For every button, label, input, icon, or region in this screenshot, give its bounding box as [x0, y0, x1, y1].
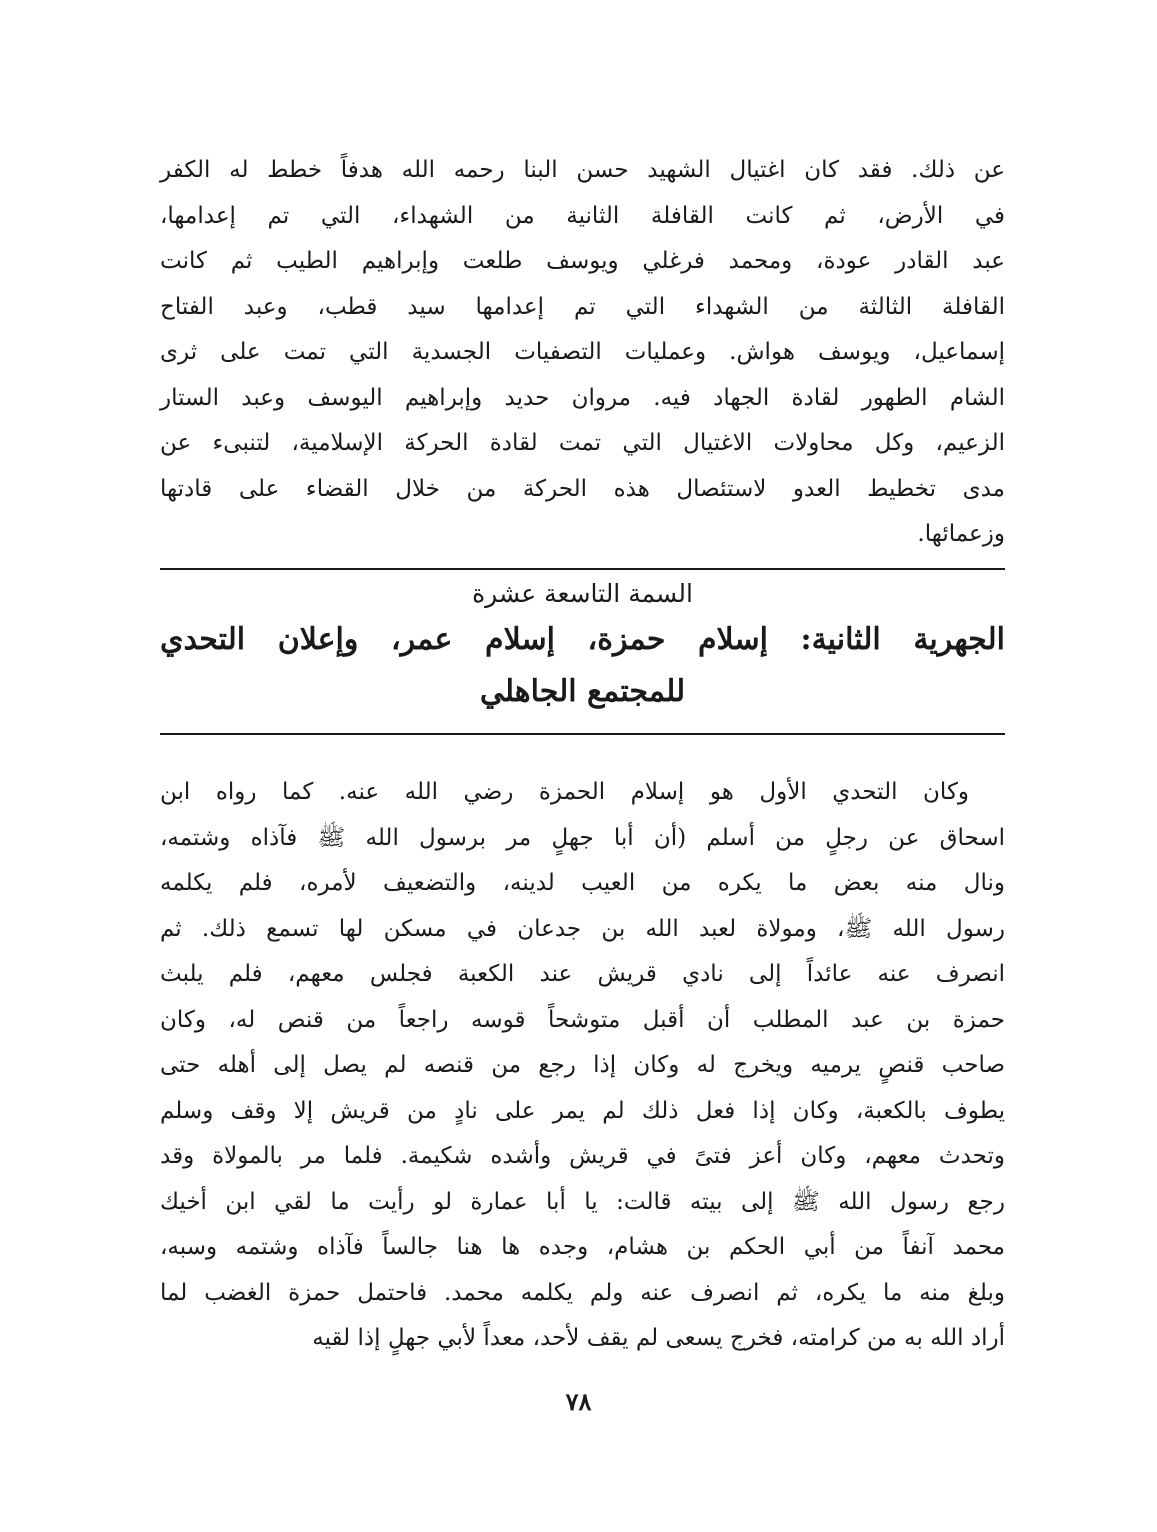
section-title [160, 614, 1005, 718]
text-line: رجع رسول الله ﷺ إلى بيته قالت: يا أبا عمارة لو رأيت ما لقي ابن أخيك [160, 1188, 1005, 1215]
body-paragraph [160, 770, 1005, 1362]
body-paragraph-text [160, 770, 1005, 1362]
text-line: الزعيم، وكل محاولات الاغتيال التي تمت لقادة الحركة الإسلامية، لتنبىء عن [160, 430, 1005, 456]
text-line: يطوف بالكعبة، وكان إذا فعل ذلك لم يمر على نادٍ من قريش إلا وقف وسلم [160, 1097, 1005, 1124]
text-line: مدى تخطيط العدو لاستئصال هذه الحركة من خلال القضاء على قادتها [160, 475, 1005, 502]
section-subtitle: السمة التاسعة عشرة [472, 579, 693, 608]
text-line: أراد الله به من كرامته، فخرج يسعى لم يقف لأحد، معداً لأبي جهلٍ إذا لقيه [312, 1325, 1005, 1351]
text-line: صاحب قنصٍ يرميه ويخرج له وكان إذا رجع من قنصه لم يصل إلى أهله حتى [160, 1052, 1005, 1078]
text-line: رسول الله ﷺ، ومولاة لعبد الله بن جدعان في مسكن لها تسمع ذلك. ثم [160, 915, 1005, 942]
text-line: وكان التحدي الأول هو إسلام الحمزة رضي الله عنه. كما رواه ابن [160, 779, 969, 805]
top-paragraph-text [160, 148, 1005, 558]
section-heading [160, 574, 1005, 718]
text-line: وزعمائها. [917, 521, 1005, 547]
text-line: اسحاق عن رجلٍ من أسلم (أن أبا جهلٍ مر برسول الله ﷺ فآذاه وشتمه، [160, 824, 1005, 851]
top-paragraph [160, 148, 1005, 558]
section-title-line-2: للمجتمع الجاهلي [479, 674, 686, 709]
text-line: وتحدث معهم، وكان أعز فتىً في قريش وأشده شكيمة. فلما مر بالمولاة وقد [160, 1143, 1005, 1169]
section-divider-bottom [160, 733, 1005, 735]
text-line: انصرف عنه عائداً إلى نادي قريش عند الكعبة فجلس معهم، فلم يلبث [160, 961, 1005, 987]
page-number: ٧٨ [565, 1387, 592, 1416]
text-line: محمد آنفاً من أبي الحكم بن هشام، وجده ها هنا جالساً فآذاه وشتمه وسبه، [160, 1234, 1005, 1260]
text-line: الشام الطهور لقادة الجهاد فيه. مروان حديد وإبراهيم اليوسف وعبد الستار [160, 384, 1005, 411]
text-line: في الأرض، ثم كانت القافلة الثانية من الشهداء، التي تم إعدامها، [160, 202, 1005, 229]
section-divider-top [160, 568, 1005, 570]
text-line: عبد القادر عودة، ومحمد فرغلي ويوسف طلعت وإبراهيم الطيب ثم كانت [160, 248, 1005, 274]
text-line: حمزة بن عبد المطلب أن أقبل متوشحاً قوسه راجعاً من قنص له، وكان [160, 1006, 1005, 1033]
text-line: عن ذلك. فقد كان اغتيال الشهيد حسن البنا رحمه الله هدفاً خطط له الكفر [160, 157, 1005, 183]
text-line: وبلغ منه ما يكره، ثم انصرف عنه ولم يكلمه محمد. فاحتمل حمزة الغضب لما [160, 1279, 1005, 1306]
text-line: القافلة الثالثة من الشهداء التي تم إعدامها سيد قطب، وعبد الفتاح [160, 293, 1005, 320]
section-title-line-1: الجهرية الثانية: إسلام حمزة، إسلام عمر، وإعلان التحدي [160, 622, 1005, 657]
text-line: ونال منه بعض ما يكره من العيب لدينه، والتضعيف لأمره، فلم يكلمه [160, 870, 1005, 896]
text-line: إسماعيل، ويوسف هواش. وعمليات التصفيات الجسدية التي تمت على ثرى [160, 339, 1005, 365]
